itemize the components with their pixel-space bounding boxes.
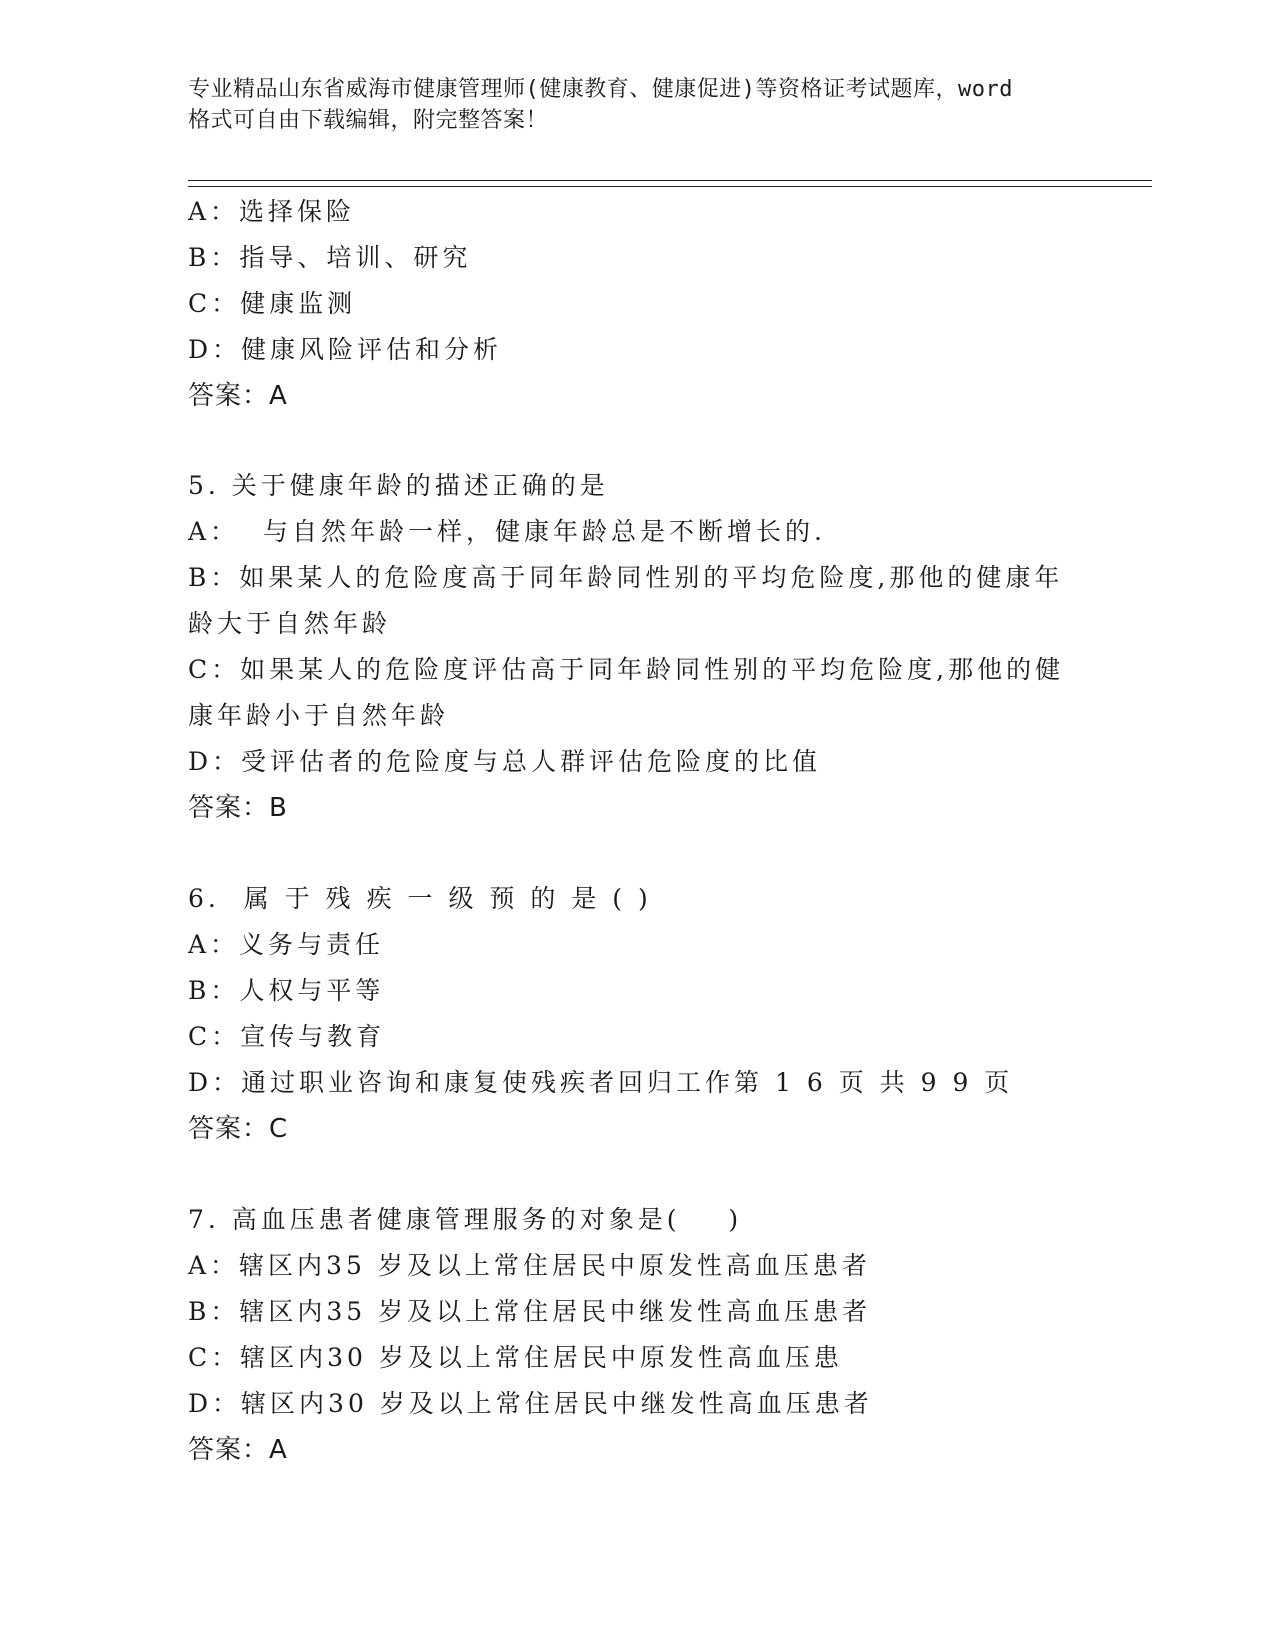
option-d: D：健康风险评估和分析 <box>188 335 503 364</box>
question-stem: 6. 属 于 残 疾 一 级 预 的 是 ( ) <box>188 884 652 913</box>
option-c-continuation: 康年龄小于自然年龄 <box>188 701 450 730</box>
option-b-continuation: 龄大于自然年龄 <box>188 609 392 638</box>
question-block <box>188 876 1088 1152</box>
option-c: C：宣传与教育 <box>188 1022 386 1051</box>
spacer <box>188 1152 1088 1197</box>
option-d: D：通过职业咨询和康复使残疾者回归工作第 1 6 页 共 9 9 页 <box>188 1068 1014 1097</box>
option-b: B：辖区内35 岁及以上常住居民中继发性高血压患者 <box>188 1297 872 1326</box>
option-a: A： 与自然年龄一样，健康年龄总是不断增长的. <box>188 517 826 546</box>
option-a: A：义务与责任 <box>188 930 385 959</box>
option-d: D：辖区内30 岁及以上常住居民中继发性高血压患者 <box>188 1389 873 1418</box>
document-header: 专业精品山东省威海市健康管理师(健康教育、健康促进)等资格证考试题库，word 格式可自由下载编辑，附完整答案！ <box>188 77 1013 133</box>
question-block <box>188 463 1088 831</box>
header-divider-top <box>188 180 1152 181</box>
option-b: B：人权与平等 <box>188 976 385 1005</box>
spacer <box>188 419 1088 463</box>
question-stem: 5. 关于健康年龄的描述正确的是 <box>188 471 609 500</box>
option-b: B：指导、培训、研究 <box>188 243 472 272</box>
answer-line: 答案：A <box>188 381 288 411</box>
header-divider-bottom <box>188 186 1152 187</box>
spacer <box>188 831 1088 876</box>
option-c: C：辖区内30 岁及以上常住居民中原发性高血压患 <box>188 1343 843 1372</box>
answer-line: 答案：B <box>188 793 288 823</box>
question-block <box>188 1197 1088 1473</box>
option-d: D：受评估者的危险度与总人群评估危险度的比值 <box>188 747 822 776</box>
option-b: B：如果某人的危险度高于同年龄同性别的平均危险度,那他的健康年 <box>188 563 1064 592</box>
question-block <box>188 189 1088 419</box>
question-stem: 7. 高血压患者健康管理服务的对象是( ) <box>188 1205 743 1234</box>
option-a: A：辖区内35 岁及以上常住居民中原发性高血压患者 <box>188 1251 871 1280</box>
answer-line: 答案：C <box>188 1114 289 1144</box>
answer-line: 答案：A <box>188 1435 288 1465</box>
question-list <box>188 189 1088 1473</box>
option-c: C：健康监测 <box>188 289 357 318</box>
option-a: A：选择保险 <box>188 197 356 226</box>
option-c: C：如果某人的危险度评估高于同年龄同性别的平均危险度,那他的健 <box>188 655 1065 684</box>
